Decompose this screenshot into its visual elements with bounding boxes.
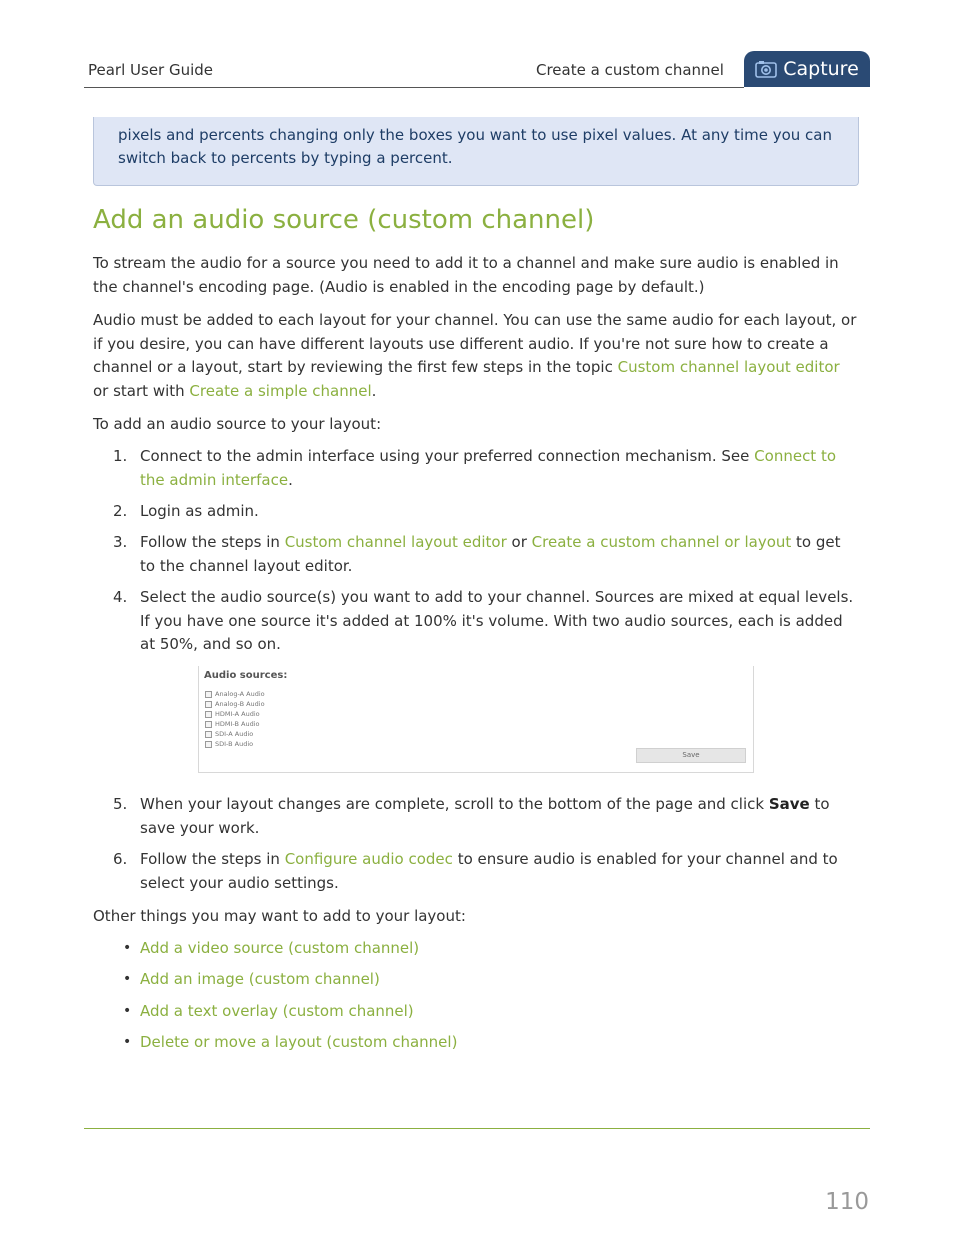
bullet-icon: •	[123, 1003, 132, 1019]
connect-admin-link[interactable]: Connect to the admin interface	[140, 447, 837, 489]
step-text: Follow the steps in	[140, 850, 285, 868]
add-video-source-link[interactable]: Add a video source (custom channel)	[140, 939, 420, 957]
audio-sources-screenshot	[198, 666, 754, 773]
bullet-icon: •	[123, 940, 132, 956]
step-text: Select the audio source(s) you want to add to your channel. Sources are mixed at equal levels. If you have one source it's added at 100% it's volume. With two audio sources, each is added at 50%, and so on.	[140, 588, 854, 653]
audio-option[interactable]	[205, 700, 265, 708]
list-item	[93, 968, 859, 992]
step-item	[93, 531, 859, 578]
checkbox[interactable]	[205, 721, 212, 728]
list-item	[93, 1000, 859, 1024]
step-number: 4.	[113, 588, 128, 606]
audio-option[interactable]	[205, 740, 253, 748]
step-text: Follow the steps in	[140, 533, 285, 551]
step-item	[93, 586, 859, 657]
custom-channel-layout-editor-link[interactable]: Custom channel layout editor	[284, 533, 507, 551]
other-intro: Other things you may want to add to your layout:	[93, 907, 466, 925]
checkbox[interactable]	[205, 701, 212, 708]
bullet-icon: •	[123, 1034, 132, 1050]
list-item	[93, 1031, 859, 1055]
checkbox[interactable]	[205, 731, 212, 738]
step-text: to ensure audio is enabled for your channel and to select your audio settings.	[140, 850, 838, 892]
step-text: or	[506, 533, 532, 551]
list-item	[93, 937, 859, 961]
step-text: Connect to the admin interface using your preferred connection mechanism. See	[140, 447, 755, 465]
add-image-link[interactable]: Add an image (custom channel)	[140, 970, 380, 988]
step-number: 6.	[113, 850, 128, 868]
paragraph-text: Audio must be added to each layout for your channel. You can use the same audio for each layout, or if you desire, you can have different layouts use different audio. If you're not sure how to create a channel or a layout, start by reviewing the first few steps in the topic	[93, 311, 857, 376]
option-label: SDI-B Audio	[215, 740, 254, 748]
header-divider	[84, 87, 744, 88]
checkbox[interactable]	[205, 711, 212, 718]
audio-option[interactable]	[205, 720, 260, 728]
checkbox[interactable]	[205, 691, 212, 698]
custom-channel-layout-editor-link[interactable]: Custom channel layout editor	[617, 358, 840, 376]
step-text: When your layout changes are complete, scroll to the bottom of the page and click	[140, 795, 769, 813]
footer-divider	[84, 1128, 870, 1129]
paragraph-text: or start with	[93, 381, 190, 400]
intro-paragraph: To stream the audio for a source you need to add it to a channel and make sure audio is enabled in the channel's encoding page. (Audio is enabled in the encoding page by default.)	[93, 254, 839, 296]
bullet-icon: •	[123, 971, 132, 987]
create-simple-channel-link[interactable]: Create a simple channel	[189, 381, 372, 400]
steps-intro: To add an audio source to your layout:	[93, 415, 382, 433]
option-label: HDMI-A Audio	[215, 710, 260, 718]
option-label: SDI-A Audio	[215, 730, 254, 738]
option-label: Analog-B Audio	[215, 700, 265, 708]
tab-label: Capture	[783, 58, 859, 80]
step-number: 1.	[113, 447, 128, 465]
camera-icon	[755, 60, 777, 78]
audio-option[interactable]	[205, 710, 260, 718]
page-number: 110	[825, 1189, 869, 1215]
step-text: .	[288, 470, 293, 489]
step-item	[93, 848, 859, 895]
section-title: Create a custom channel	[536, 61, 724, 79]
step-item	[93, 793, 859, 840]
step-number: 5.	[113, 795, 128, 813]
save-button[interactable]: Save	[636, 748, 746, 763]
option-label: HDMI-B Audio	[215, 720, 260, 728]
save-bold: Save	[768, 795, 810, 813]
step-text: to get to the channel layout editor.	[140, 533, 841, 575]
capture-tab[interactable]	[744, 51, 870, 87]
configure-audio-codec-link[interactable]: Configure audio codec	[284, 850, 453, 868]
guide-title: Pearl User Guide	[88, 61, 214, 79]
step-number: 2.	[113, 502, 128, 520]
option-label: Analog-A Audio	[215, 690, 265, 698]
note-box: pixels and percents changing only the boxes you want to use pixel values. At any time you can switch back to percents by typing a percent.	[93, 117, 859, 186]
page-title: Add an audio source (custom channel)	[93, 205, 595, 235]
checkbox[interactable]	[205, 741, 212, 748]
create-custom-channel-link[interactable]: Create a custom channel or layout	[531, 533, 792, 551]
step-number: 3.	[113, 533, 128, 551]
step-item	[93, 500, 859, 524]
audio-option[interactable]	[205, 730, 253, 738]
audio-option[interactable]	[205, 690, 265, 698]
audio-sources-title: Audio sources:	[204, 670, 288, 681]
step-text: Login as admin.	[140, 502, 259, 520]
step-text: to save your work.	[140, 795, 830, 837]
delete-move-layout-link[interactable]: Delete or move a layout (custom channel)	[140, 1033, 458, 1051]
paragraph-text: .	[371, 381, 377, 400]
layout-paragraph	[93, 309, 859, 403]
add-text-overlay-link[interactable]: Add a text overlay (custom channel)	[140, 1002, 414, 1020]
step-item	[93, 445, 859, 492]
